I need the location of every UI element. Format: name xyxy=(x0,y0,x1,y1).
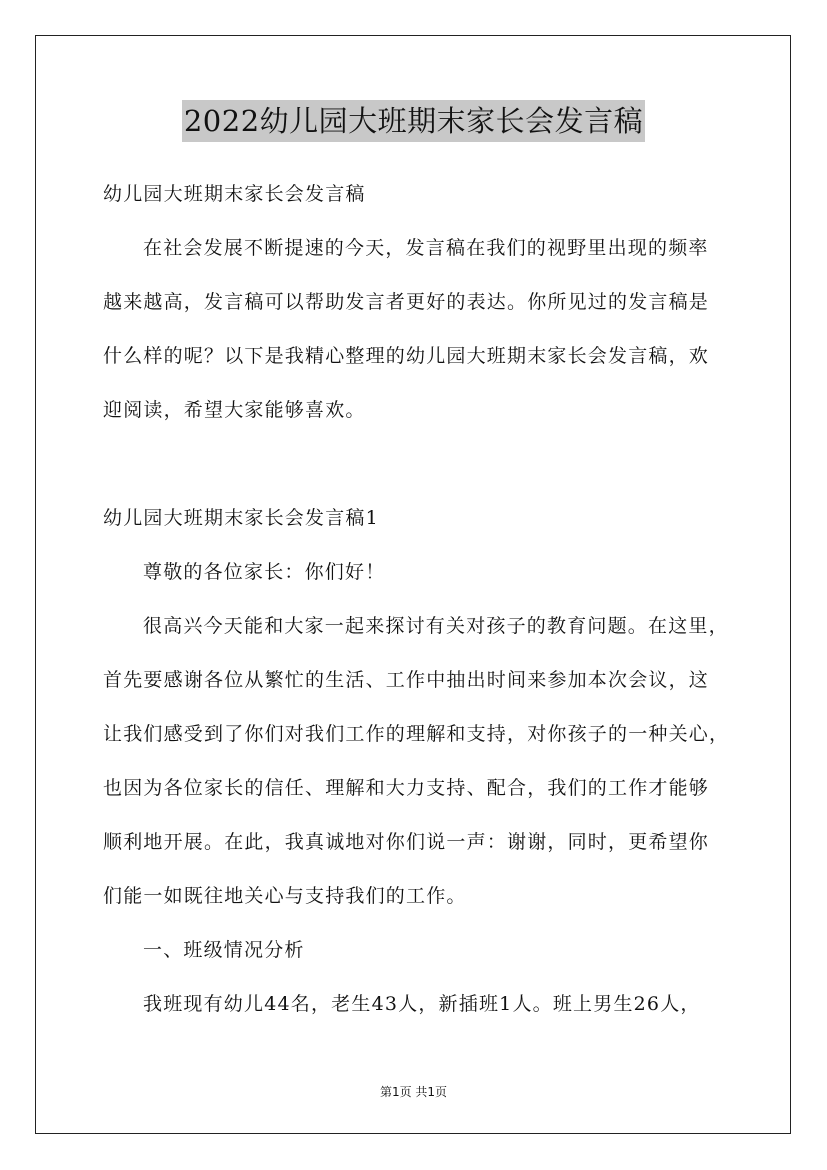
body-line: 们能一如既往地关心与支持我们的工作。 xyxy=(103,885,467,907)
body-line: 很高兴今天能和大家一起来探讨有关对孩子的教育问题。在这里， xyxy=(143,615,729,637)
intro-line: 什么样的呢？以下是我精心整理的幼儿园大班期末家长会发言稿，欢 xyxy=(103,345,710,367)
document-title: 2022幼儿园大班期末家长会发言稿 xyxy=(182,100,645,142)
intro-line: 越来越高，发言稿可以帮助发言者更好的表达。你所见过的发言稿是 xyxy=(103,291,710,313)
title-container xyxy=(0,100,827,142)
body-line: 首先要感谢各位从繁忙的生活、工作中抽出时间来参加本次会议，这 xyxy=(103,669,710,691)
page-number: 第1页 共1页 xyxy=(379,1085,448,1099)
body-line: 顺利地开展。在此，我真诚地对你们说一声：谢谢，同时，更希望你 xyxy=(103,831,710,853)
greeting: 尊敬的各位家长：你们好！ xyxy=(143,561,386,583)
intro-line: 在社会发展不断提速的今天，发言稿在我们的视野里出现的频率 xyxy=(143,237,709,259)
body-line: 让我们感受到了你们对我们工作的理解和支持，对你孩子的一种关心， xyxy=(103,723,730,745)
section-heading: 幼儿园大班期末家长会发言稿1 xyxy=(103,507,379,529)
document-subtitle: 幼儿园大班期末家长会发言稿 xyxy=(103,183,366,205)
body-line: 我班现有幼儿44名，老生43人，新插班1人。班上男生26人， xyxy=(143,993,701,1015)
body-line: 也因为各位家长的信任、理解和大力支持、配合，我们的工作才能够 xyxy=(103,777,710,799)
subheading: 一、班级情况分析 xyxy=(143,939,305,961)
intro-line: 迎阅读，希望大家能够喜欢。 xyxy=(103,399,366,421)
